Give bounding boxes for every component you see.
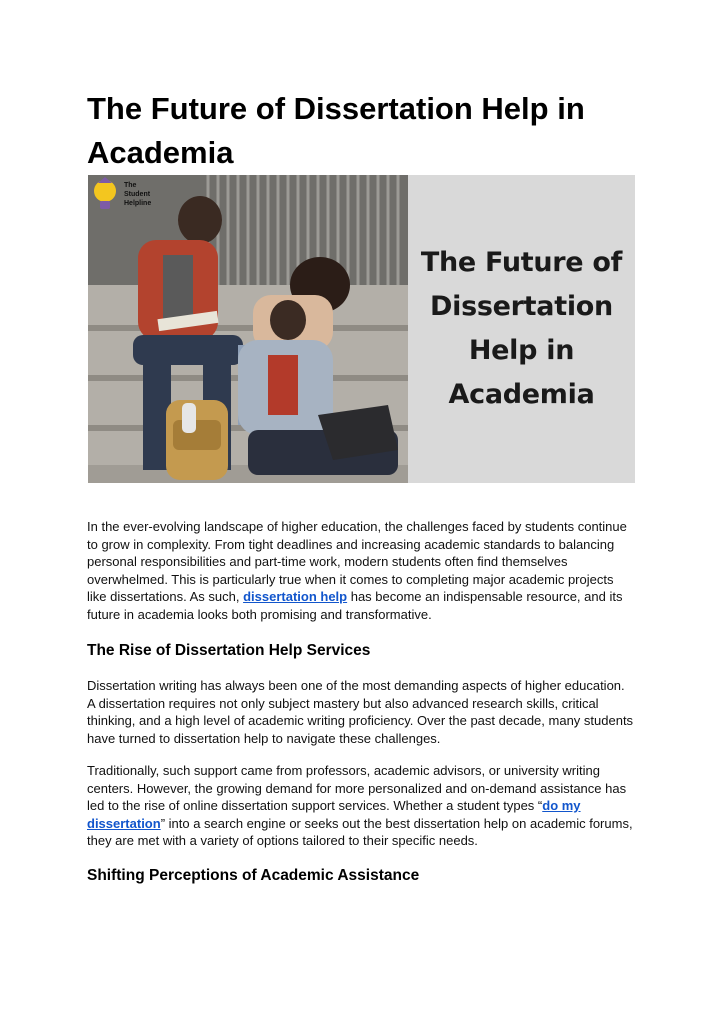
hero-caption-line: Help in xyxy=(468,335,575,366)
hero-caption-line: Academia xyxy=(448,379,595,410)
logo-text: The Student Helpline xyxy=(124,182,152,207)
hero-image xyxy=(88,175,635,483)
section-paragraph: Dissertation writing has always been one of the most demanding aspects of higher education. A dissertation requires not only subject mastery but also advanced research skills, critical thinking, and a high level of academic writing proficiency. Over the past decade, many students have turned to dissertation help to navigate these challenges. xyxy=(87,678,634,746)
hero-caption-line: Dissertation xyxy=(430,291,613,322)
hero-caption-line: The Future of xyxy=(420,247,623,278)
students-photo xyxy=(88,175,408,483)
section-paragraph: Traditionally, such support came from professors, academic advisors, or university writing centers. However, the growing demand for more personalized and on-demand assistance has led to the rise of online dissertation support services. Whether a student types “do my dissertation” into a search engine or seeks out the best dissertation help on academic forums, they are met with a variety of options tailored to their specific needs. xyxy=(87,763,633,849)
brand-logo xyxy=(90,177,160,217)
intro-paragraph: In the ever-evolving landscape of higher education, the challenges faced by students continue to grow in complexity. From tight deadlines and increasing academic standards to balancing personal responsibilities and part-time work, modern students often find themselves overwhelmed. This is particularly true when it comes to completing major academic projects like dissertations. As such, dissertation help has become an indispensable resource, and its future in academia looks both promising and transformative. xyxy=(87,519,627,622)
section-heading-perceptions: Shifting Perceptions of Academic Assistance xyxy=(87,867,420,884)
lightbulb-icon xyxy=(90,177,120,213)
hero-caption xyxy=(408,175,635,483)
do-my-dissertation-link[interactable]: do my dissertation xyxy=(87,798,581,831)
dissertation-help-link[interactable]: dissertation help xyxy=(243,589,348,605)
document-title: The Future of Dissertation Help in Academia xyxy=(87,91,585,170)
section-heading-rise: The Rise of Dissertation Help Services xyxy=(87,642,371,659)
backpack xyxy=(166,400,228,480)
